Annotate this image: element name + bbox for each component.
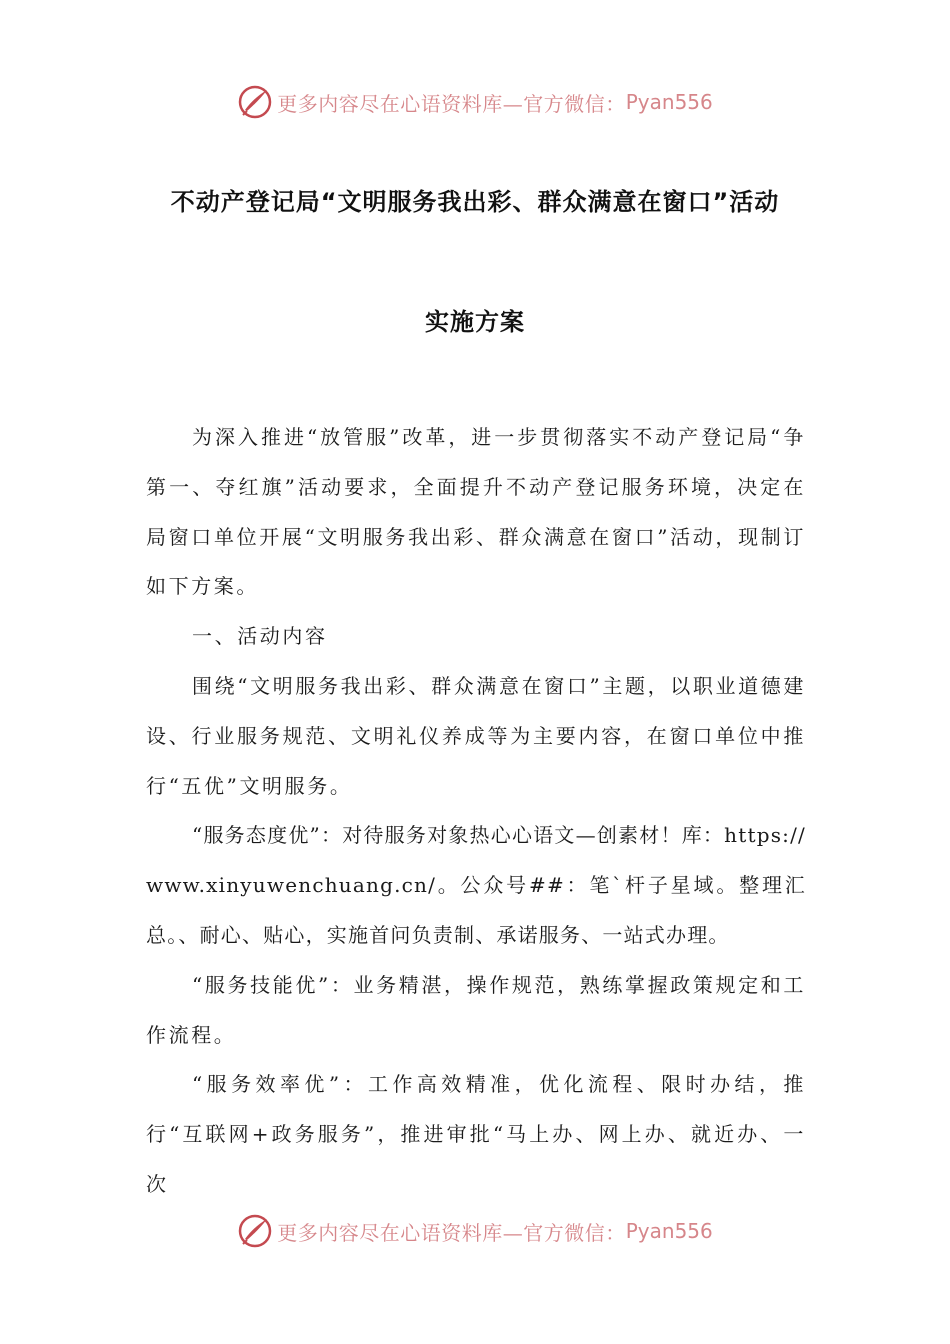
section-heading: 一、活动内容 — [192, 624, 328, 649]
paragraph-theme: 围绕“文明服务我出彩、群众满意在窗口”主题，以职业道德建设、行业服务规范、文明礼仪养成等为主要内容，在窗口单位中推行“五优”文明服务。 — [146, 673, 806, 798]
watermark-wechat-id: Pyan556 — [625, 90, 713, 114]
paragraph-service-attitude: “服务态度优”：对待服务对象热心心语文—创素材！库：https://www.xinyuwenchuang.cn/。公众号##：笔`杆子星域。整理汇总。、耐心、贴心，实施首问负责制、承诺服务、一站式办理。 — [146, 823, 806, 947]
watermark-text: 更多内容尽在心语资料库—官方微信： — [277, 91, 626, 116]
paragraph-intro: 为深入推进“放管服”改革，进一步贯彻落实不动产登记局“争第一、夺红旗”活动要求，全面提升不动产登记服务环境，决定在局窗口单位开展“文明服务我出彩、群众满意在窗口”活动，现制订如下方案。 — [146, 425, 806, 599]
document-subtitle: 实施方案 — [425, 308, 525, 336]
quill-logo-icon — [237, 1213, 273, 1249]
watermark-banner-top — [0, 80, 950, 124]
quill-logo-icon — [237, 84, 273, 120]
paragraph-service-skill: “服务技能优”：业务精湛，操作规范，熟练掌握政策规定和工作流程。 — [146, 972, 806, 1047]
watermark-text: 更多内容尽在心语资料库—官方微信： — [277, 1220, 626, 1245]
watermark-banner-bottom — [0, 1209, 950, 1253]
document-body — [146, 413, 806, 1210]
paragraph-service-efficiency: “服务效率优”：工作高效精准，优化流程、限时办结，推行“互联网+政务服务”，推进审批“马上办、网上办、就近办、一次 — [146, 1072, 806, 1196]
document-title: 不动产登记局“文明服务我出彩、群众满意在窗口”活动 — [170, 188, 780, 216]
watermark-wechat-id: Pyan556 — [625, 1219, 713, 1243]
